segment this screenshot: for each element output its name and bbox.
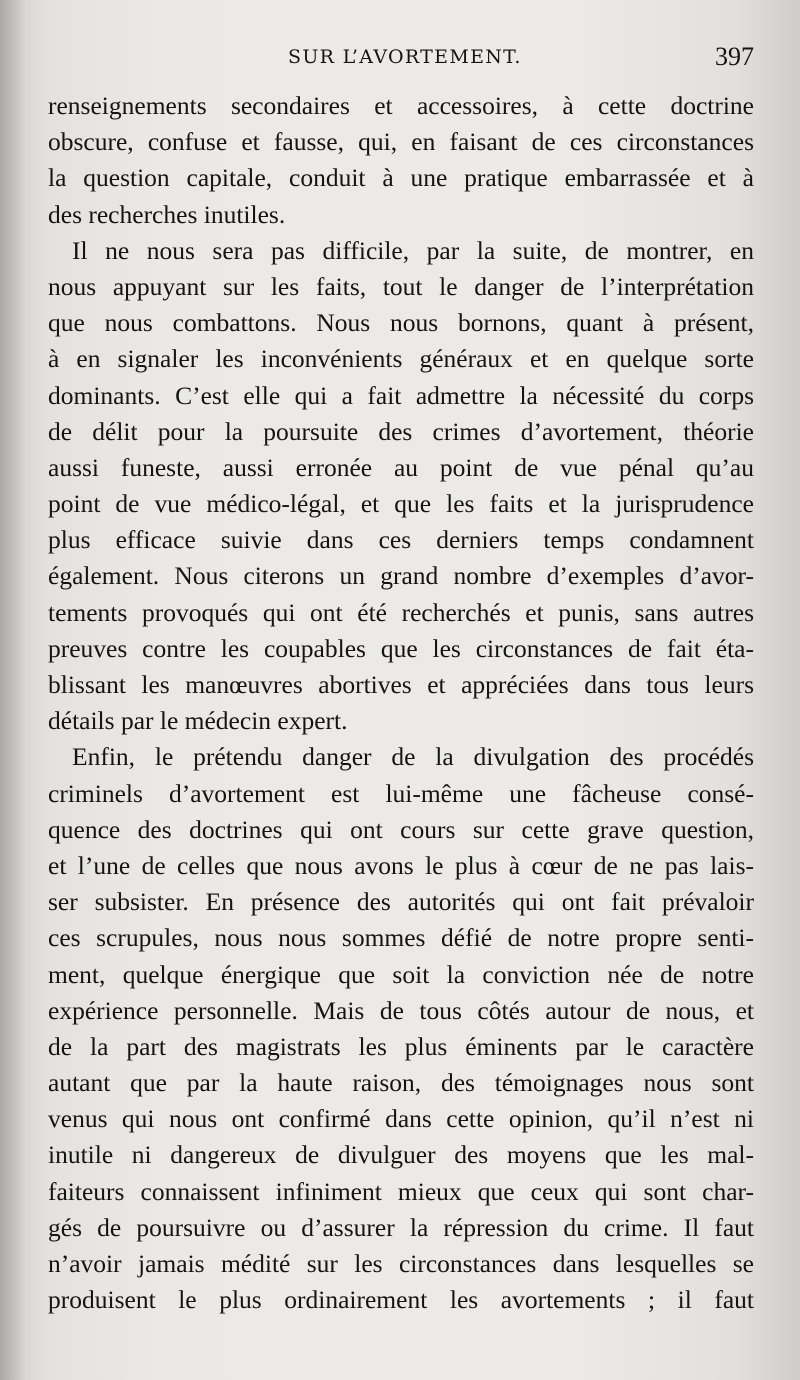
text-line: détails par le médecin expert. [48,706,348,736]
text-line: criminels d’avortement est lui-même une fâcheuse consé- [48,778,754,808]
running-head: SUR L’AVORTEMENT. [288,46,522,68]
text-line: venus qui nous ont confirmé dans cette opinion, qu’il n’est ni [48,1104,754,1134]
paragraph-first-line: Enfin, le prétendu danger de la divulgation des procédés [72,742,754,772]
text-line: et l’une de celles que nous avons le plus à cœur de ne pas lais- [48,850,754,880]
text-line: ces scrupules, nous nous sommes défié de notre propre senti- [48,923,754,953]
text-line: que nous combattons. Nous nous bornons, quant à présent, [48,308,754,338]
text-line: n’avoir jamais médité sur les circonstances dans lesquelles se [48,1249,754,1278]
text-line: aussi funeste, aussi erronée au point de vue pénal qu’au [48,452,754,482]
text-line: la question capitale, conduit à une pratique embarrassée et à [48,163,754,193]
text-line: gés de poursuivre ou d’assurer la répression du crime. Il faut [48,1212,754,1242]
page-header [48,42,754,76]
text-line: de la part des magistrats les plus éminents par le caractère [48,1031,754,1061]
text-line: plus efficace suivie dans ces derniers temps condamnent [48,525,754,555]
body-text [48,88,754,1318]
text-line: à en signaler les inconvénients généraux et en quelque sorte [48,344,754,374]
page-number: 397 [715,42,754,71]
text-line: renseignements secondaires et accessoires, à cette doctrine [48,91,754,120]
text-line: obscure, confuse et fausse, qui, en faisant de ces circonstances [48,127,754,157]
text-line: nous appuyant sur les faits, tout le danger de l’interprétation [48,271,754,301]
text-line: preuves contre les coupables que les circonstances de fait éta- [48,633,754,663]
text-line: ment, quelque énergique que soit la conviction née de notre [48,959,754,989]
paragraph-first-line: Il ne nous sera pas difficile, par la suite, de montrer, en [72,235,754,265]
text-line: expérience personnelle. Mais de tous côtés autour de nous, et [48,995,754,1025]
text-line: quence des doctrines qui ont cours sur cette grave question, [48,814,754,844]
text-line: de délit pour la poursuite des crimes d’avortement, théorie [48,416,754,446]
text-line: tements provoqués qui ont été recherchés et punis, sans autres [48,597,754,627]
text-line: produisent le plus ordinairement les avortements ; il faut [48,1285,754,1315]
text-line: dominants. C’est elle qui a fait admettre la nécessité du corps [48,380,754,410]
text-line: inutile ni dangereux de divulguer des moyens que les mal- [48,1140,754,1170]
text-line: également. Nous citerons un grand nombre d’exemples d’avor- [48,561,754,591]
text-line: blissant les manœuvres abortives et appréciées dans tous leurs [48,670,754,699]
text-line: faiteurs connaissent infiniment mieux que ceux qui sont char- [48,1176,754,1206]
text-line: point de vue médico-légal, et que les faits et la jurisprudence [48,489,754,519]
text-line: ser subsister. En présence des autorités qui ont fait prévaloir [48,887,754,917]
text-line: autant que par la haute raison, des témoignages nous sont [48,1068,754,1098]
text-line: des recherches inutiles. [48,199,286,229]
